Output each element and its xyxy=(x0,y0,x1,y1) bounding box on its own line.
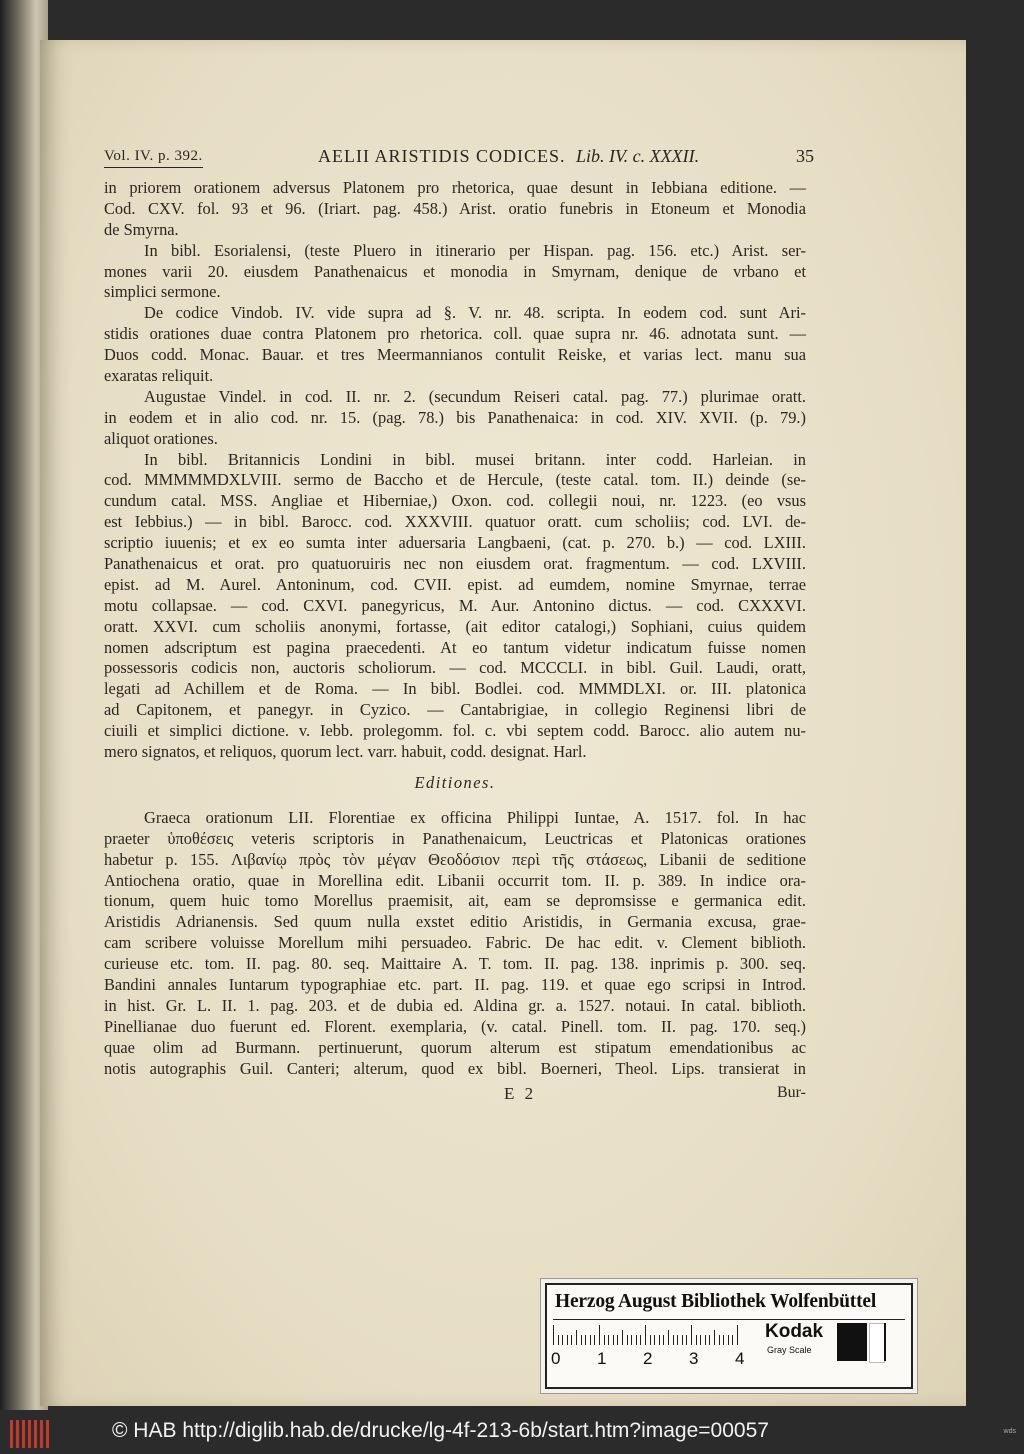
section-heading: Editiones. xyxy=(414,772,496,792)
text-line: Pinellianae duo fuerunt ed. Florent. exemplaria, (v. catal. Pinell. tom. II. pag. 170. seq.) xyxy=(104,1016,806,1036)
text-line: tionum, quem huic tomo Morellus praemisit, ait, eam se depromsisse e germanica edit. xyxy=(104,891,806,911)
editiones-text-block xyxy=(104,808,806,1080)
text-line: ad Capitonem, et panegyr. in Cyzico. — Cantabrigiae, in collegio Reginensi libri de xyxy=(104,700,806,720)
ruler-tick xyxy=(663,1335,664,1345)
credit-bar xyxy=(0,1414,1024,1454)
color-calibration-card xyxy=(540,1278,918,1394)
ruler-numbers xyxy=(549,1349,759,1371)
ruler-tick xyxy=(599,1325,600,1345)
text-line: scriptio iuuenis; et ex eo sumta inter aduersaria Langbaeni, (cat. p. 270. b.) — cod. LXIII. xyxy=(104,533,806,553)
ruler-tick xyxy=(732,1335,733,1345)
text-line: In bibl. Esorialensi, (teste Pluero in itinerario per Hispan. pag. 156. etc.) Arist. ser- xyxy=(144,240,806,260)
text-line: cod. MMMMMDXLVIII. sermo de Baccho et de Hercule, (teste catal. tom. II.) deinde (se- xyxy=(104,470,806,490)
gray-scale-label: Gray Scale xyxy=(767,1345,812,1355)
ruler-tick xyxy=(700,1335,701,1345)
main-text xyxy=(104,178,806,1079)
ruler-tick xyxy=(650,1335,651,1345)
ruler-tick xyxy=(728,1335,729,1345)
hab-logo-icon xyxy=(10,1420,50,1448)
text-line: Bandini annales Iuntarum typographiae etc. part. II. pag. 119. et quae ego scripsi in Introd. xyxy=(104,974,806,994)
text-line: ciuili et simplici dictione. v. Iebb. prolegomm. fol. c. vbi septem codd. Barocc. alio autem nu- xyxy=(104,721,806,741)
ruler-tick xyxy=(585,1335,586,1345)
text-line: in hist. Gr. L. II. 1. pag. 203. et de dubia ed. Aldina gr. a. 1527. notaui. In catal. biblioth. xyxy=(104,995,806,1015)
ruler-tick xyxy=(604,1335,605,1345)
ruler-number: 3 xyxy=(689,1349,699,1368)
ruler-tick xyxy=(737,1325,738,1345)
ruler-tick xyxy=(640,1335,641,1345)
white-patch xyxy=(869,1323,885,1363)
ruler-tick xyxy=(622,1330,623,1345)
text-line: stidis orationes duae contra Platonem pro rhetorica. coll. quae supra nr. 46. adnotata sunt. — xyxy=(104,324,806,344)
page-footer xyxy=(104,1084,806,1106)
ruler-tick xyxy=(705,1335,706,1345)
ruler-tick xyxy=(682,1335,683,1345)
card-frame xyxy=(545,1283,913,1389)
text-line: notis autographis Guil. Canteri; alterum, quod ex bibl. Boerneri, Theol. Lips. transierat in xyxy=(104,1058,806,1078)
text-line: motu collapsae. — cod. CXVI. panegyricus, M. Aur. Antonino dictus. — cod. CXXXVI. xyxy=(104,595,806,615)
corner-mark: wds xyxy=(1003,1428,1016,1435)
text-line: est Iebbius.) — in bibl. Barocc. cod. XXXVIII. quatuor oratt. cum scholiis; cod. LVI. de- xyxy=(104,512,806,532)
ruler-tick xyxy=(696,1335,697,1345)
ruler-number: 0 xyxy=(551,1349,561,1368)
text-line: In bibl. Britannicis Londini in bibl. musei britann. inter codd. Harleian. in xyxy=(144,449,806,469)
library-name: Herzog August Bibliothek Wolfenbüttel xyxy=(555,1291,877,1312)
ruler-number: 2 xyxy=(643,1349,653,1368)
ruler-tick xyxy=(617,1335,618,1345)
book-chapter: Lib. IV. c. XXXII. xyxy=(576,146,700,166)
ruler-tick xyxy=(709,1335,710,1345)
kodak-logo: Kodak xyxy=(765,1321,824,1342)
text-line: Augustae Vindel. in cod. II. nr. 2. (secundum Reiseri catal. pag. 77.) plurimae oratt. xyxy=(144,386,806,406)
text-line: legati ad Achillem et de Roma. — In bibl. Bodlei. cod. MMMDLXI. or. III. platonica xyxy=(104,679,806,699)
text-line: habetur p. 155. Λιβανίῳ πρὸς τὸν μέγαν Θεοδόσιον περὶ τῆς στάσεως, Libanii de seditione xyxy=(104,849,806,869)
text-line: nomen adscriptum est pagina praecedenti. At eo tantum videtur indicatum fuisse nomen xyxy=(104,637,806,657)
text-line: oratt. XXVI. cum scholiis anonymi, fortasse, (ait editor catalogi,) Sophiani, cuius quidem xyxy=(104,616,806,636)
text-line: Graeca orationum LII. Florentiae ex officina Philippi Iuntae, A. 1517. fol. In hac xyxy=(144,807,806,827)
text-line: praeter ὑποθέσεις veteris scriptoris in Panathenaicum, Leuctricas et Platonicas orationes xyxy=(104,828,806,848)
ruler-tick xyxy=(719,1335,720,1345)
text-line: epist. ad M. Aurel. Antoninum, cod. CVII. epist. ad eumdem, nomine Smyrnae, terrae xyxy=(104,574,806,594)
ruler-tick xyxy=(691,1325,692,1345)
ruler-tick xyxy=(590,1335,591,1345)
text-line: cam scribere voluisse Morellum mihi persuadeo. Fabric. De hac edit. v. Clement biblioth. xyxy=(104,933,806,953)
ruler-tick xyxy=(636,1335,637,1345)
ruler-number: 4 xyxy=(735,1349,745,1368)
text-line: Antiochena oratio, quae in Morellina edit. Libanii occurrit tom. II. p. 389. In indice ora- xyxy=(104,870,806,890)
text-line: curieuse etc. tom. II. pag. 80. seq. Maittaire A. T. tom. II. pag. 138. inprimis p. 300. seq. xyxy=(104,954,806,974)
text-line: mones varii 20. eiusdem Panathenaicus et monodia in Smyrnam, denique de vrbano et xyxy=(104,261,806,281)
text-line: de Smyrna. xyxy=(104,219,179,239)
credit-link[interactable]: © HAB http://diglib.hab.de/drucke/lg-4f-213-6b/start.htm?image=00057 xyxy=(112,1419,769,1442)
text-line: cundum catal. MSS. Angliae et Hiberniae,) Oxon. cod. collegii noui, nr. 1223. (eo vsus xyxy=(104,491,806,511)
ruler-tick xyxy=(553,1325,554,1345)
text-line: possessoris codicis non, auctoris scholiorum. — cod. MCCCLI. in bibl. Guil. Laudi, oratt, xyxy=(104,658,806,678)
ruler-scale xyxy=(553,1325,743,1345)
black-stripe xyxy=(884,1323,886,1361)
catchword: Bur- xyxy=(776,1084,806,1101)
text-line: simplici sermone. xyxy=(104,282,221,302)
text-line: exaratas reliquit. xyxy=(104,366,214,386)
ruler-tick xyxy=(668,1330,669,1345)
ruler-tick xyxy=(571,1335,572,1345)
ruler-tick xyxy=(627,1335,628,1345)
ruler-tick xyxy=(613,1335,614,1345)
ruler-tick xyxy=(686,1335,687,1345)
page-number: 35 xyxy=(796,146,814,166)
card-divider xyxy=(553,1319,905,1320)
ruler-tick xyxy=(581,1335,582,1345)
ruler-tick xyxy=(608,1335,609,1345)
text-line: mero signatos, et reliquos, quorum lect. varr. habuit, codd. designat. Harl. xyxy=(104,742,587,762)
ruler-tick xyxy=(558,1335,559,1345)
text-line: in eodem et in alio cod. nr. 15. (pag. 78.) bis Panathenaica: in cod. XIV. XVII. (p. 79.) xyxy=(104,407,806,427)
ruler-tick xyxy=(677,1335,678,1345)
volume-reference: Vol. IV. p. 392. xyxy=(104,148,203,164)
ruler-tick xyxy=(723,1335,724,1345)
ruler-tick xyxy=(562,1335,563,1345)
ruler-tick xyxy=(567,1335,568,1345)
codices-text-block xyxy=(104,178,806,763)
ruler-number: 1 xyxy=(597,1349,607,1368)
text-line: De codice Vindob. IV. vide supra ad §. V. nr. 48. scripta. In eodem cod. sunt Ari- xyxy=(144,303,806,323)
text-line: Cod. CXV. fol. 93 et 96. (Iriart. pag. 458.) Arist. oratio funebris in Etoneum et Monodia xyxy=(104,198,806,218)
text-line: Duos codd. Monac. Bauar. et tres Meermannianos contulit Reiske, et varias lect. manu sua xyxy=(104,345,806,365)
ruler-tick xyxy=(659,1335,660,1345)
ruler-tick xyxy=(673,1335,674,1345)
text-line: Panathenaicus et orat. pro quatuoruiris nec non eiusdem orat. fragmentum. — cod. LXVIII. xyxy=(104,554,806,574)
text-line: in priorem orationem adversus Platonem pro rhetorica, quae desunt in Iebbiana editione. — xyxy=(104,178,806,197)
running-header xyxy=(104,146,814,170)
ruler-tick xyxy=(594,1335,595,1345)
ruler-tick xyxy=(654,1335,655,1345)
ruler-tick xyxy=(631,1335,632,1345)
text-line: quae olim ad Burmann. pertinuerunt, quorum alterum est stipatum emendationibus ac xyxy=(104,1037,806,1057)
ruler-tick xyxy=(576,1330,577,1345)
black-patch xyxy=(837,1323,867,1361)
running-title: AELII ARISTIDIS CODICES. xyxy=(318,146,566,166)
text-line: Aristidis Adrianensis. Sed quum nulla exstet editio Aristidis, in Germania excusa, grae- xyxy=(104,912,806,932)
ruler-tick xyxy=(714,1330,715,1345)
ruler-tick xyxy=(645,1325,646,1345)
signature-mark: E 2 xyxy=(504,1084,537,1103)
text-line: aliquot orationes. xyxy=(104,428,218,448)
